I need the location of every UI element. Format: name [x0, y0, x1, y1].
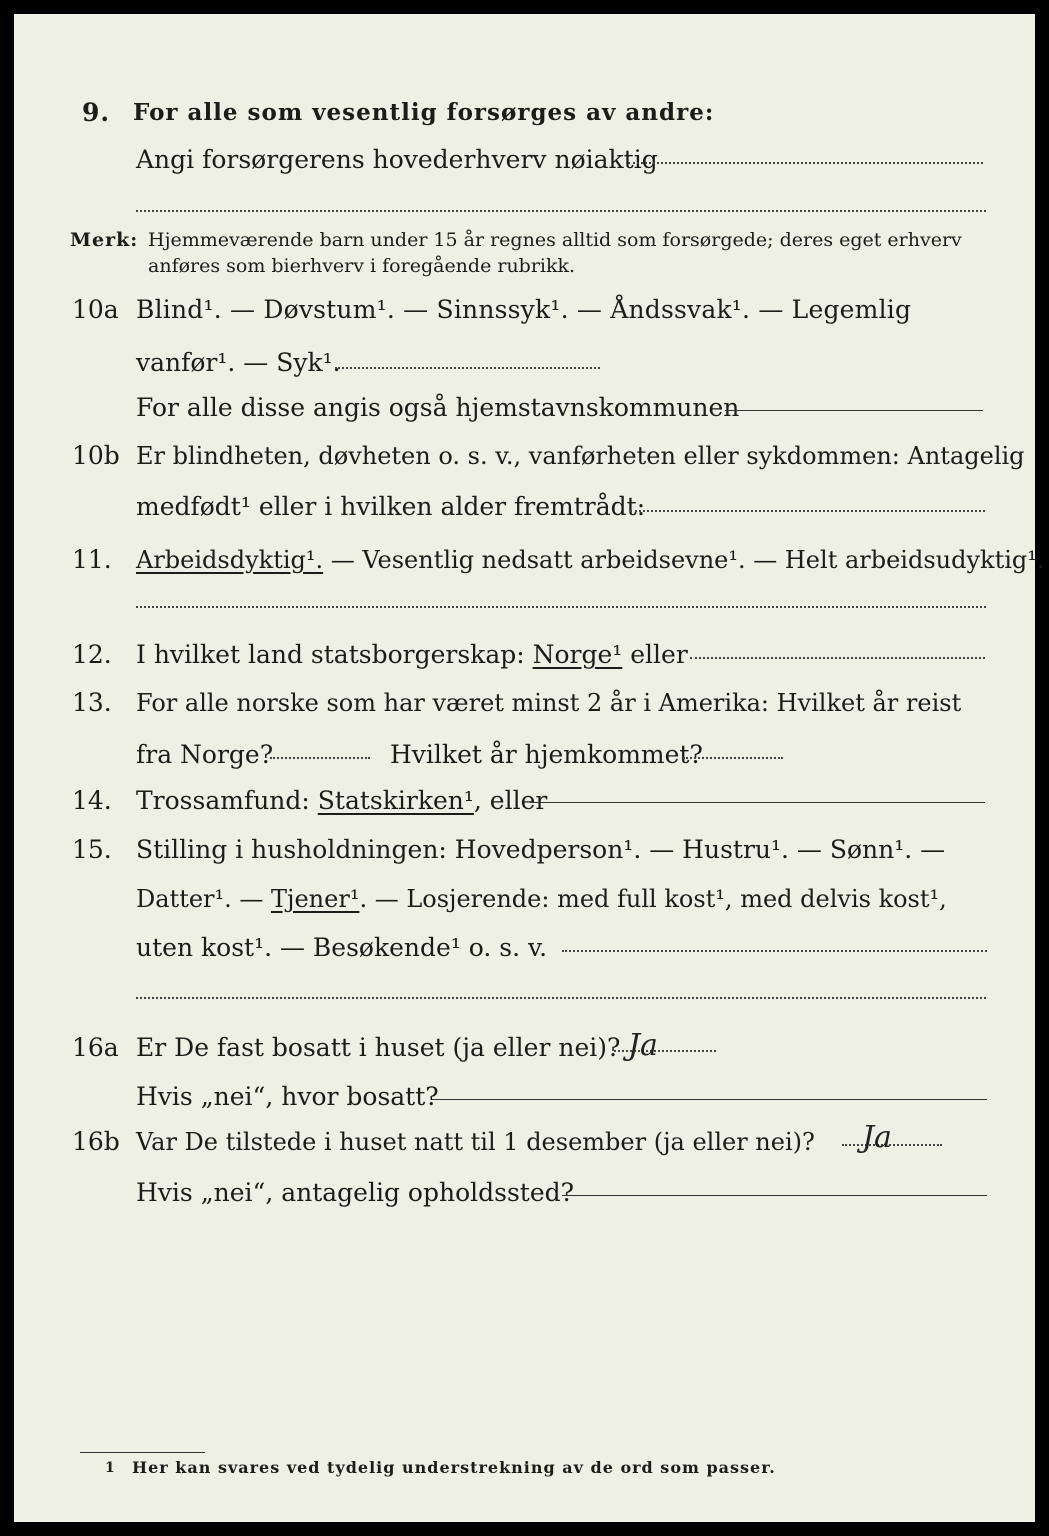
q11-answer-line[interactable]	[136, 606, 986, 608]
q16b-number: 16b	[72, 1127, 120, 1156]
q16b-followup: Hvis „nei“, antagelig opholdssted?	[136, 1178, 575, 1207]
q10a-answer-line[interactable]	[335, 367, 600, 369]
footnote-mark: 1	[105, 1460, 116, 1476]
footnote-text: Her kan svares ved tydelig understrekning av de ord som passer.	[132, 1458, 776, 1477]
q16a-handwritten-answer: Ja	[628, 1028, 658, 1063]
q15-answer-line[interactable]	[562, 950, 987, 952]
q12-suffix: eller	[622, 640, 688, 669]
q10a-number: 10a	[72, 295, 119, 324]
q15-line-3: uten kost¹. — Besøkende¹ o. s. v.	[136, 933, 548, 962]
q13-number: 13.	[72, 688, 112, 717]
q10b-number: 10b	[72, 441, 120, 470]
q10a-line-1: Blind¹. — Døvstum¹. — Sinnssyk¹. — Åndssvak¹. — Legemlig	[136, 295, 912, 324]
q10a-municipality-line[interactable]	[725, 410, 983, 411]
merk-label: Merk:	[70, 229, 139, 251]
q14-option-statskirken[interactable]: Statskirken¹	[317, 786, 474, 815]
q12-prompt: I hvilket land statsborgerskap:	[136, 640, 533, 669]
q9-answer-line[interactable]	[628, 162, 983, 164]
q16b-question: Var De tilstede i huset natt til 1 desember (ja eller nei)?	[136, 1128, 815, 1156]
q15-line-1: Stilling i husholdningen: Hovedperson¹. — Hustru¹. — Sønn¹. —	[136, 835, 946, 864]
q15-answer-line-2[interactable]	[136, 997, 986, 999]
merk-line-2: anføres som bierhverv i foregående rubrikk.	[148, 255, 576, 277]
q9-answer-line-2[interactable]	[136, 210, 986, 212]
q16b-location-line[interactable]	[562, 1195, 987, 1196]
q9-heading: For alle som vesentlig forsørges av andre:	[133, 99, 715, 126]
q10b-line-2: medfødt¹ eller i hvilken alder fremtrådt:	[136, 492, 646, 521]
q12-text	[136, 640, 688, 670]
q15-datter: Datter¹. —	[136, 885, 272, 913]
q12-option-norge[interactable]: Norge¹	[532, 640, 623, 669]
q16a-question: Er De fast bosatt i huset (ja eller nei)?	[136, 1033, 621, 1062]
q14-prompt: Trossamfund:	[136, 786, 318, 815]
q13-return-year-line[interactable]	[683, 757, 783, 759]
q12-number: 12.	[72, 640, 112, 669]
q15-losjerende: . — Losjerende: med full kost¹, med delvis kost¹,	[359, 885, 947, 913]
q13-return-label: Hvilket år hjemkommet?	[390, 740, 703, 769]
q15-number: 15.	[72, 835, 112, 864]
q11-other-options: — Vesentlig nedsatt arbeidsevne¹. — Helt arbeidsudyktig¹.	[323, 546, 1045, 574]
q13-departure-year-line[interactable]	[270, 757, 370, 759]
q9-number: 9.	[82, 98, 111, 127]
q14-suffix: , eller	[473, 786, 548, 815]
q11-number: 11.	[72, 545, 112, 574]
footnote-rule	[80, 1452, 205, 1453]
q10a-line-3: For alle disse angis også hjemstavnskommunen	[136, 393, 740, 422]
q16b-answer-line[interactable]	[842, 1144, 942, 1146]
q15-option-tjener[interactable]: Tjener¹	[271, 885, 360, 913]
merk-line-1: Hjemmeværende barn under 15 år regnes alltid som forsørgede; deres eget erhverv	[148, 229, 962, 251]
q9-prompt: Angi forsørgerens hovederhverv nøiaktig	[136, 145, 658, 174]
q13-line-1: For alle norske som har været minst 2 år i Amerika: Hvilket år reist	[136, 689, 962, 717]
q14-answer-line[interactable]	[530, 802, 985, 803]
q16a-followup: Hvis „nei“, hvor bosatt?	[136, 1082, 439, 1111]
q16a-number: 16a	[72, 1033, 119, 1062]
q11-options	[136, 545, 1045, 575]
q15-line-2	[136, 884, 947, 914]
q14-number: 14.	[72, 786, 112, 815]
q13-departure-label: fra Norge?	[136, 740, 274, 769]
q12-answer-line[interactable]	[690, 657, 985, 659]
q10b-answer-line[interactable]	[630, 510, 985, 512]
q14-text	[136, 786, 547, 816]
q16b-handwritten-answer: Ja	[862, 1120, 892, 1155]
q16a-residence-line[interactable]	[432, 1099, 987, 1100]
q11-option-arbeidsdyktig[interactable]: Arbeidsdyktig¹.	[136, 546, 324, 574]
q10a-line-2: vanfør¹. — Syk¹.	[136, 348, 341, 377]
q10b-line-1: Er blindheten, døvheten o. s. v., vanførheten eller sykdommen: Antagelig	[136, 442, 1025, 470]
